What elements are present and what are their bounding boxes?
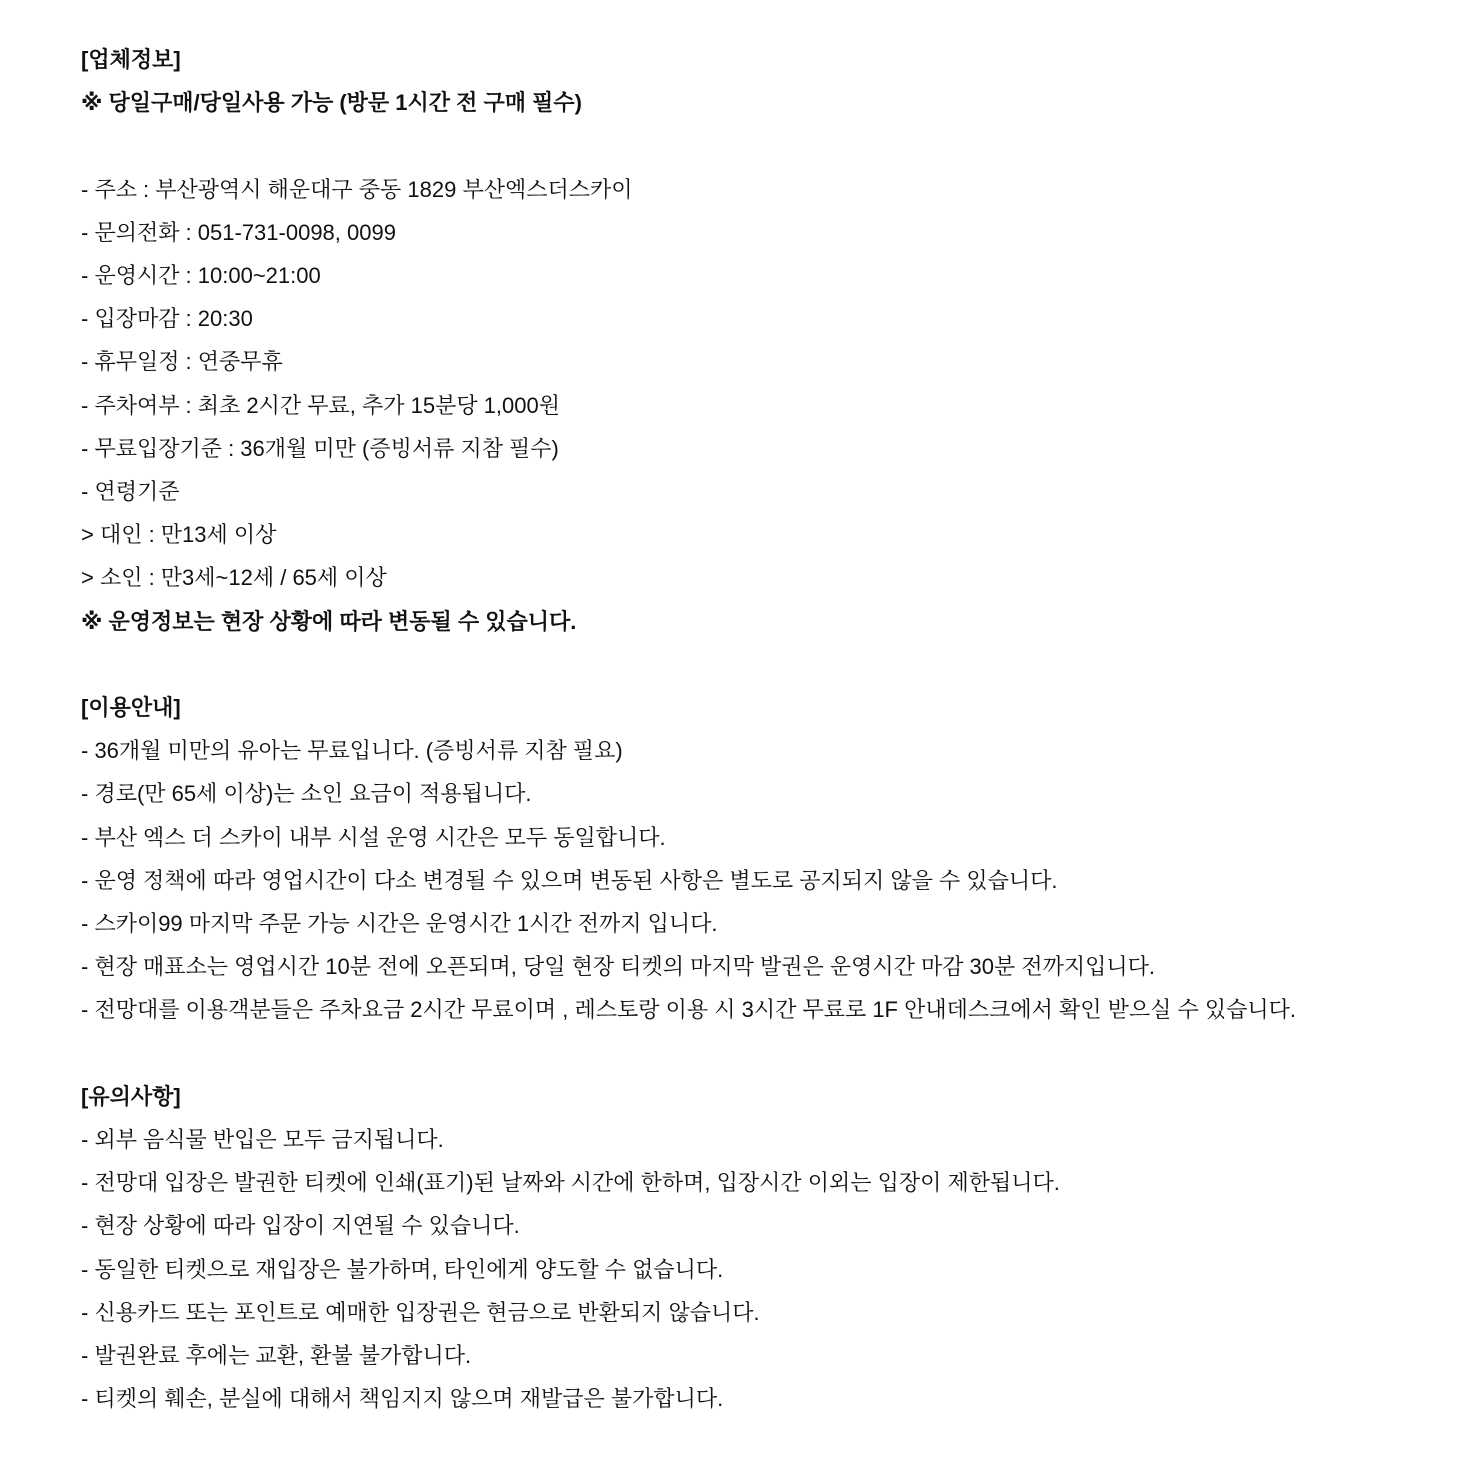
info-hours: - 운영시간 : 10:00~21:00: [81, 263, 321, 288]
section-heading-usage-guide: [이용안내]: [81, 695, 181, 721]
caution-item: - 티켓의 훼손, 분실에 대해서 책임지지 않으며 재발급은 불가합니다.: [81, 1386, 724, 1412]
usage-item: - 현장 매표소는 영업시간 10분 전에 오픈되며, 당일 현장 티켓의 마지막 발권은 운영시간 마감 30분 전까지입니다.: [81, 954, 1156, 980]
spacer: [81, 124, 1381, 167]
caution-item: - 외부 음식물 반입은 모두 금지됩니다.: [81, 1127, 444, 1153]
operation-change-notice: ※ 운영정보는 현장 상황에 따라 변동될 수 있습니다.: [81, 608, 577, 634]
document-body: [81, 38, 1381, 1420]
usage-item: - 경로(만 65세 이상)는 소인 요금이 적용됩니다.: [81, 781, 532, 807]
spacer: [81, 643, 1381, 686]
info-age-criteria: - 연령기준: [81, 479, 180, 505]
spacer: [81, 1032, 1381, 1075]
usage-item: - 운영 정책에 따라 영업시간이 다소 변경될 수 있으며 변동된 사항은 별도로 공지되지 않을 수 있습니다.: [81, 867, 1058, 893]
info-free-entry: - 무료입장기준 : 36개월 미만 (증빙서류 지참 필수): [81, 435, 559, 461]
usage-item: - 전망대를 이용객분들은 주차요금 2시간 무료이며 , 레스토랑 이용 시 3시간 무료로 1F 안내데스크에서 확인 받으실 수 있습니다.: [81, 997, 1296, 1023]
caution-item: - 현장 상황에 따라 입장이 지연될 수 있습니다.: [81, 1213, 520, 1239]
info-closed-days: - 휴무일정 : 연중무휴: [81, 349, 283, 375]
section-heading-company-info: [업체정보]: [81, 47, 181, 72]
info-adult: > 대인 : 만13세 이상: [81, 522, 277, 548]
info-last-entry: - 입장마감 : 20:30: [81, 306, 253, 332]
section-heading-cautions: [유의사항]: [81, 1083, 181, 1109]
caution-item: - 발권완료 후에는 교환, 환불 불가합니다.: [81, 1343, 472, 1369]
info-parking: - 주차여부 : 최초 2시간 무료, 추가 15분당 1,000원: [81, 392, 560, 418]
caution-item: - 동일한 티켓으로 재입장은 불가하며, 타인에게 양도할 수 없습니다.: [81, 1256, 724, 1282]
same-day-notice: ※ 당일구매/당일사용 가능 (방문 1시간 전 구매 필수): [81, 90, 582, 116]
caution-item: - 신용카드 또는 포인트로 예매한 입장권은 현금으로 반환되지 않습니다.: [81, 1299, 760, 1325]
caution-item: - 전망대 입장은 발권한 티켓에 인쇄(표기)된 날짜와 시간에 한하며, 입장시간 이외는 입장이 제한됩니다.: [81, 1170, 1060, 1196]
info-phone: - 문의전화 : 051-731-0098, 0099: [81, 219, 396, 245]
usage-item: - 스카이99 마지막 주문 가능 시간은 운영시간 1시간 전까지 입니다.: [81, 911, 718, 937]
info-address: - 주소 : 부산광역시 해운대구 중동 1829 부산엑스더스카이: [81, 176, 633, 202]
usage-item: - 부산 엑스 더 스카이 내부 시설 운영 시간은 모두 동일합니다.: [81, 824, 666, 850]
usage-item: - 36개월 미만의 유아는 무료입니다. (증빙서류 지참 필요): [81, 738, 623, 764]
info-child: > 소인 : 만3세~12세 / 65세 이상: [81, 565, 387, 591]
